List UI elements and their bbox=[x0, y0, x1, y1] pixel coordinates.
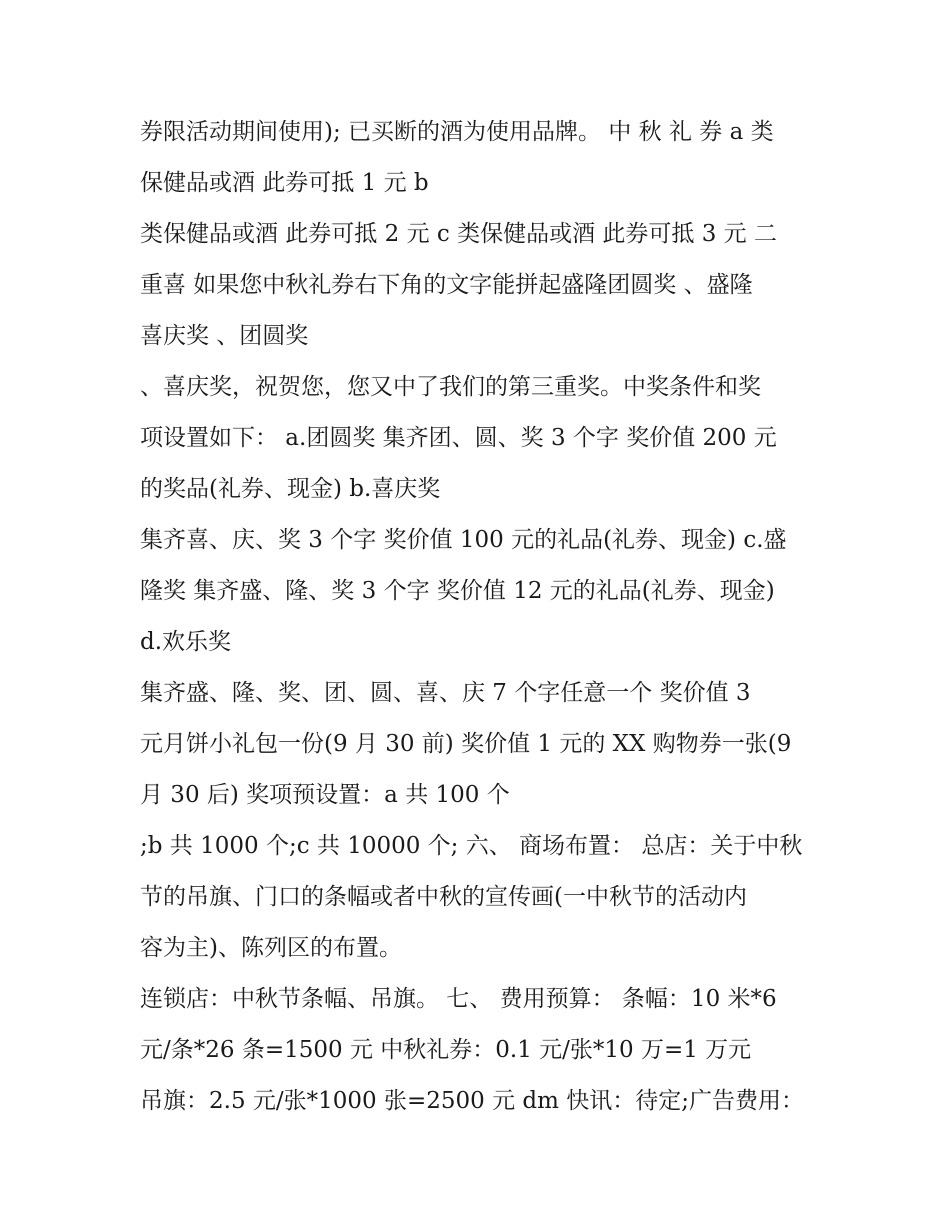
text-line-19: 元/条*26 条=1500 元 中秋礼券：0.1 元/张*10 万=1 万元 bbox=[140, 1037, 752, 1063]
text-line-16: 节的吊旗、门口的条幅或者中秋的宣传画(一中秋节的活动内 bbox=[140, 884, 747, 910]
text-line-8: 的奖品(礼券、现金) b.喜庆奖 bbox=[140, 476, 441, 502]
text-line-15: ;b 共 1000 个;c 共 10000 个; 六、 商场布置： 总店：关于中秋 bbox=[140, 833, 803, 859]
text-line-2: 保健品或酒 此券可抵 1 元 b bbox=[140, 170, 429, 196]
text-line-20: 吊旗：2.5 元/张*1000 张=2500 元 dm 快讯：待定;广告费用： bbox=[140, 1088, 805, 1114]
text-line-12: 集齐盛、隆、奖、团、圆、喜、庆 7 个字任意一个 奖价值 3 bbox=[140, 680, 751, 706]
text-line-17: 容为主)、陈列区的布置。 bbox=[140, 935, 402, 961]
text-line-1: 券限活动期间使用); 已买断的酒为使用品牌。 中 秋 礼 券 a 类 bbox=[140, 119, 774, 145]
text-line-6: 、喜庆奖，祝贺您，您又中了我们的第三重奖。中奖条件和奖 bbox=[140, 374, 761, 400]
body-text bbox=[140, 107, 840, 1127]
text-line-7: 项设置如下： a.团圆奖 集齐团、圆、奖 3 个字 奖价值 200 元 bbox=[140, 425, 777, 451]
text-line-9: 集齐喜、庆、奖 3 个字 奖价值 100 元的礼品(礼券、现金) c.盛 bbox=[140, 527, 787, 553]
text-line-4: 重喜 如果您中秋礼券右下角的文字能拼起盛隆团圆奖 、盛隆 bbox=[140, 272, 753, 298]
text-line-13: 元月饼小礼包一份(9 月 30 前) 奖价值 1 元的 XX 购物券一张(9 bbox=[140, 731, 792, 757]
text-line-14: 月 30 后) 奖项预设置：a 共 100 个 bbox=[140, 782, 510, 808]
text-line-3: 类保健品或酒 此券可抵 2 元 c 类保健品或酒 此券可抵 3 元 二 bbox=[140, 221, 777, 247]
text-line-18: 连锁店：中秋节条幅、吊旗。 七、 费用预算： 条幅：10 米*6 bbox=[140, 986, 777, 1012]
text-line-10: 隆奖 集齐盛、隆、奖 3 个字 奖价值 12 元的礼品(礼券、现金) bbox=[140, 578, 775, 604]
text-line-5: 喜庆奖 、团圆奖 bbox=[140, 323, 309, 349]
text-line-11: d.欢乐奖 bbox=[140, 629, 232, 655]
